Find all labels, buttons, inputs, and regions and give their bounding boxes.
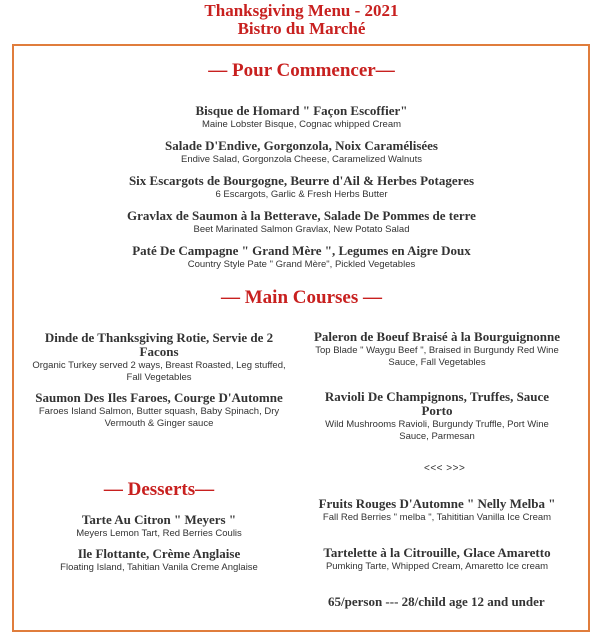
dish-description: Endive Salad, Gorgonzola Cheese, Caramelized Walnuts	[181, 154, 422, 165]
menu-title: Thanksgiving Menu - 2021	[204, 1, 399, 20]
dish-item	[40, 174, 563, 201]
dish-item	[312, 330, 562, 369]
dish-name: Tarte Au Citron " Meyers "	[81, 512, 237, 527]
dish-item	[312, 497, 562, 524]
dish-description: Fall Red Berries " melba ", Tahititian Vanilla Ice Cream	[322, 512, 552, 523]
dish-description: Floating Island, Tahitian Vanila Creme Anglaise	[60, 562, 258, 573]
dish-item	[312, 390, 562, 443]
dish-description: Faroes Island Salmon, Butter squash, Baby Spinach, Dry Vermouth & Ginger sauce	[38, 406, 280, 429]
dish-item	[28, 331, 290, 384]
dish-item	[40, 104, 563, 131]
dish-description: Meyers Lemon Tart, Red Berries Coulis	[76, 528, 242, 539]
dish-name: Ile Flottante, Crème Anglaise	[77, 546, 241, 561]
dish-item	[40, 139, 563, 166]
dish-item	[28, 391, 290, 430]
dish-description: Pumking Tarte, Whipped Cream, Amaretto Ice cream	[325, 561, 549, 572]
dish-name: Gravlax de Saumon à la Betterave, Salade De Pommes de terre	[127, 208, 476, 223]
dish-name: Paleron de Boeuf Braisé à la Bourguignonne	[313, 329, 561, 344]
dish-description: Organic Turkey served 2 ways, Breast Roasted, Leg stuffed, Fall Vegetables	[32, 360, 286, 383]
dish-name: Saumon Des Iles Faroes, Courge D'Automne	[35, 390, 283, 405]
section-title-desserts: — Desserts—	[103, 479, 215, 500]
dish-item	[40, 244, 563, 271]
dish-description: 6 Escargots, Garlic & Fresh Herbs Butter	[215, 189, 388, 200]
dish-description: Country Style Pate " Grand Mère", Pickled Vegetables	[187, 259, 416, 270]
section-title-starters: — Pour Commencer—	[208, 60, 395, 81]
dish-item	[40, 209, 563, 236]
dish-name: Fruits Rouges D'Automne " Nelly Melba "	[318, 496, 556, 511]
dish-name: Tartelette à la Citrouille, Glace Amaretto	[323, 545, 551, 560]
page-nav-arrows[interactable]: <<< >>>	[424, 463, 466, 474]
dish-description: Beet Marinated Salmon Gravlax, New Potato Salad	[193, 224, 410, 235]
dish-item	[312, 546, 562, 573]
dish-name: Salade D'Endive, Gorgonzola, Noix Caramélisées	[165, 138, 438, 153]
section-title-mains: — Main Courses —	[221, 287, 382, 308]
dish-name: Paté De Campagne " Grand Mère ", Legumes en Aigre Doux	[132, 243, 471, 258]
dish-name: Bisque de Homard " Façon Escoffier"	[195, 103, 408, 118]
price-line: 65/person --- 28/child age 12 and under	[328, 594, 545, 609]
dish-name: Ravioli De Champignons, Truffes, Sauce Porto	[324, 389, 550, 418]
dish-description: Maine Lobster Bisque, Cognac whipped Cream	[201, 119, 402, 130]
dish-name: Dinde de Thanksgiving Rotie, Servie de 2 Facons	[44, 330, 274, 359]
restaurant-name: Bistro du Marché	[237, 19, 366, 38]
dish-description: Wild Mushrooms Ravioli, Burgundy Truffle, Port Wine Sauce, Parmesan	[325, 419, 549, 442]
dish-description: Top Blade " Waygu Beef ", Braised in Burgundy Red Wine Sauce, Fall Vegetables	[315, 345, 559, 368]
dish-item	[28, 513, 290, 540]
dish-name: Six Escargots de Bourgogne, Beurre d'Ail & Herbes Potageres	[128, 173, 475, 188]
dish-item	[28, 547, 290, 574]
